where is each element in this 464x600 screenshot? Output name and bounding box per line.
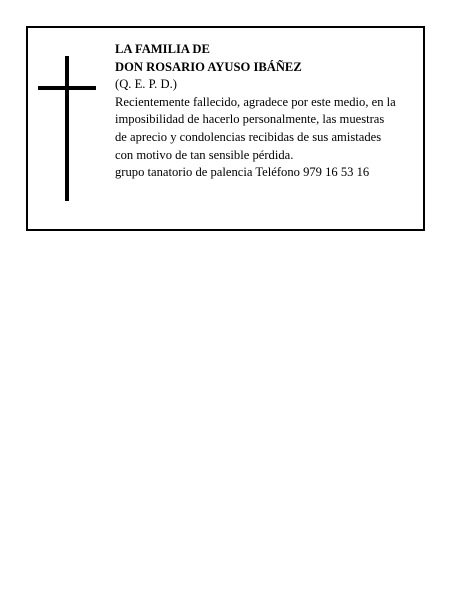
heading-family: LA FAMILIA DE [115, 42, 210, 56]
heading-deceased-name: DON ROSARIO AYUSO IBÁÑEZ [115, 59, 302, 74]
message-line-4: con motivo de tan sensible pérdida. [115, 147, 294, 162]
message-line-1: Recientemente fallecido, agradece por este medio, en la [115, 94, 396, 109]
notice-text [115, 41, 423, 182]
cross-vertical-bar [65, 56, 69, 201]
message-line-2: imposibilidad de hacerlo personalmente, las muestras [115, 112, 385, 127]
funeral-home-contact: grupo tanatorio de palencia Teléfono 979 16 53 16 [115, 165, 370, 180]
cross-icon [38, 56, 96, 201]
obituary-notice [26, 26, 425, 231]
message-line-3: de aprecio y condolencias recibidas de sus amistades [115, 129, 382, 144]
qepd-label: (Q. E. P. D.) [115, 77, 177, 92]
cross-horizontal-bar [38, 86, 96, 90]
